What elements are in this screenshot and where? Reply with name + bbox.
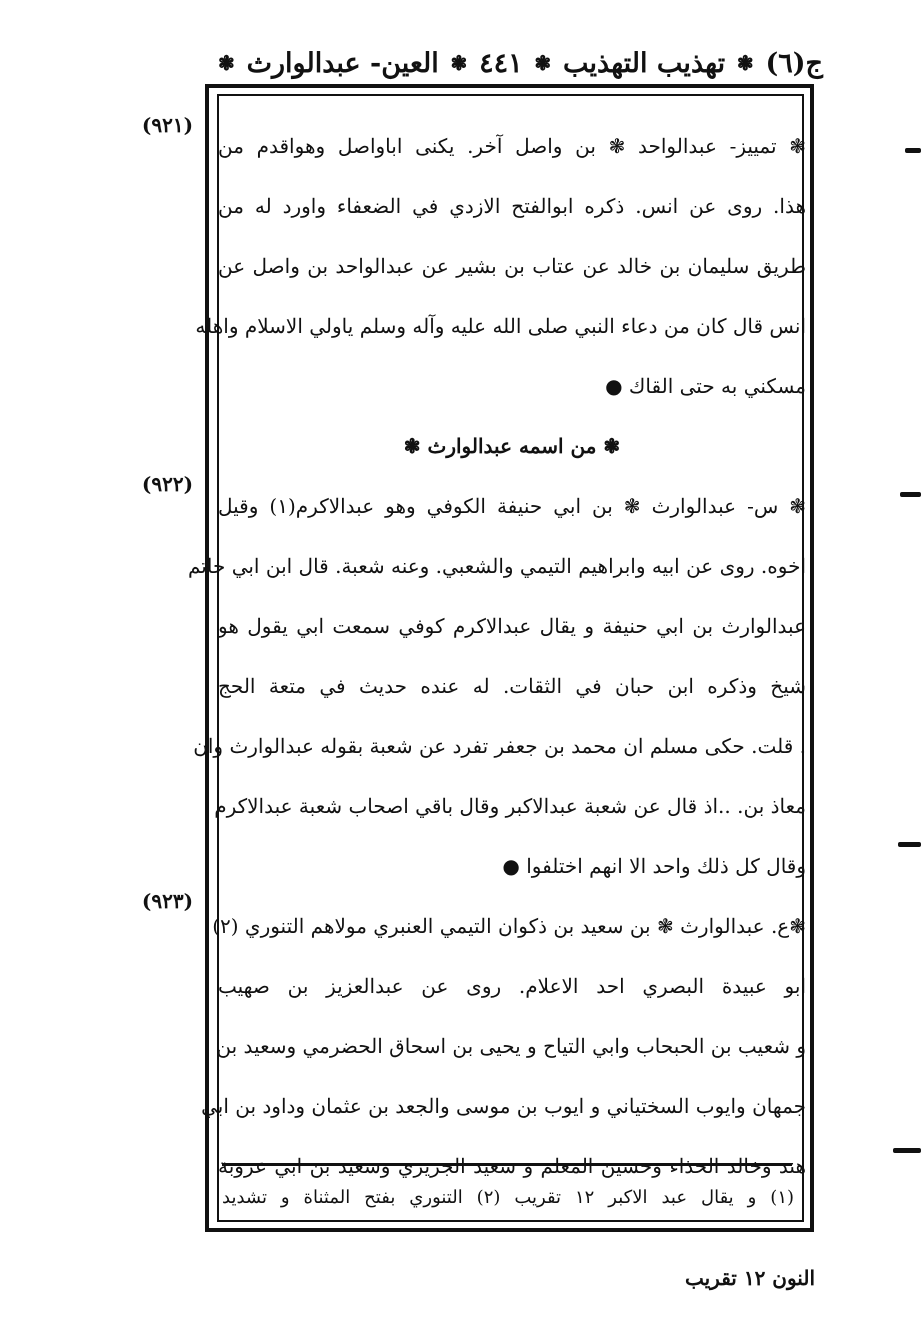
text-line: هند وخالد الحذاء وحسين المعلم و سعيد الجريري وسعيد بن ابي عروبة <box>218 1154 806 1178</box>
footnote-divider <box>222 1163 792 1166</box>
text-line: شيخ وذكره ابن حبان في الثقات. له عنده حديث في متعة الحج <box>218 674 806 698</box>
text-line: طريق سليمان بن خالد عن عتاب بن بشير عن عبدالواحد بن واصل عن <box>218 254 806 278</box>
book-title: تهذيب التهذيب <box>563 47 726 79</box>
text-line: ❃ع. عبدالوارث ❃ بن سعيد بن ذكوان التيمي العنبري مولاهم التنوري (٢) <box>212 914 806 938</box>
ornament-icon: ❃ <box>218 51 235 75</box>
scan-edge-mark <box>893 1148 921 1153</box>
text-line: عبدالوارث بن ابي حنيفة و يقال عبدالاكرم كوفي سمعت ابي يقول هو <box>218 614 806 638</box>
section-heading: ❃ من اسمه عبدالوارث ❃ <box>403 434 621 458</box>
text-line: انس قال كان من دعاء النبي صلى الله عليه وآله وسلم ياولي الاسلام واهله <box>195 314 806 338</box>
text-line: . قلت. حكى مسلم ان محمد بن جعفر تفرد عن شعبة بقوله عبدالوارث وان <box>193 734 806 758</box>
text-line: ❃ تمييز- عبدالواحد ❃ بن واصل آخر. يكنى اباواصل وهواقدم من <box>218 134 806 158</box>
text-line: مسكني به حتى القاك ● <box>605 374 806 398</box>
section-title: العين- عبدالوارث <box>246 47 439 79</box>
scan-edge-mark <box>898 842 921 847</box>
text-line: معاذ بن. ..اذ قال عن شعبة عبدالاكبر وقال باقي اصحاب شعبة عبدالاكرم <box>214 794 806 818</box>
text-line: ابو عبيدة البصري احد الاعلام. روى عن عبدالعزيز بن صهيب <box>218 974 806 998</box>
ornament-icon: ❃ <box>534 51 552 75</box>
volume-label: ج(٦) <box>765 47 823 79</box>
entry-number: (٩٢٣) <box>141 889 194 913</box>
ornament-icon: ❃ <box>450 51 468 75</box>
entry-number: (٩٢١) <box>141 113 194 137</box>
text-line: هذا. روى عن انس. ذكره ابوالفتح الازدي في الضعفاء واورد له من <box>218 194 806 218</box>
page-number: ٤٤١ <box>479 47 523 79</box>
scan-edge-mark <box>900 492 921 497</box>
running-header <box>218 38 823 88</box>
entry-number: (٩٢٢) <box>141 472 194 496</box>
text-line: ❃ س- عبدالوارث ❃ بن ابي حنيفة الكوفي وهو عبدالاكرم(١) وقيل <box>218 494 806 518</box>
scan-edge-mark <box>905 148 921 153</box>
text-line: وقال كل ذلك واحد الا انهم اختلفوا ● <box>502 854 806 878</box>
text-line: و شعيب بن الحبحاب وابي التياح و يحيى بن اسحاق الحضرمي وسعيد بن <box>216 1034 806 1058</box>
footnote: (١) و يقال عبد الاكبر ١٢ تقريب (٢) التنوري بفتح المثناة و تشديد <box>222 1187 795 1208</box>
text-line: جمهان وايوب السختياني و ايوب بن موسى والجعد بن عثمان وداود بن ابي <box>201 1094 806 1118</box>
ornament-icon: ❃ <box>736 51 754 75</box>
text-line: اخوه. روى عن ابيه وابراهيم التيمي والشعبي. وعنه شعبة. قال ابن ابي حاتم <box>188 554 806 578</box>
footnote-continuation: النون ١٢ تقريب <box>684 1266 815 1290</box>
main-text <box>188 116 806 1196</box>
